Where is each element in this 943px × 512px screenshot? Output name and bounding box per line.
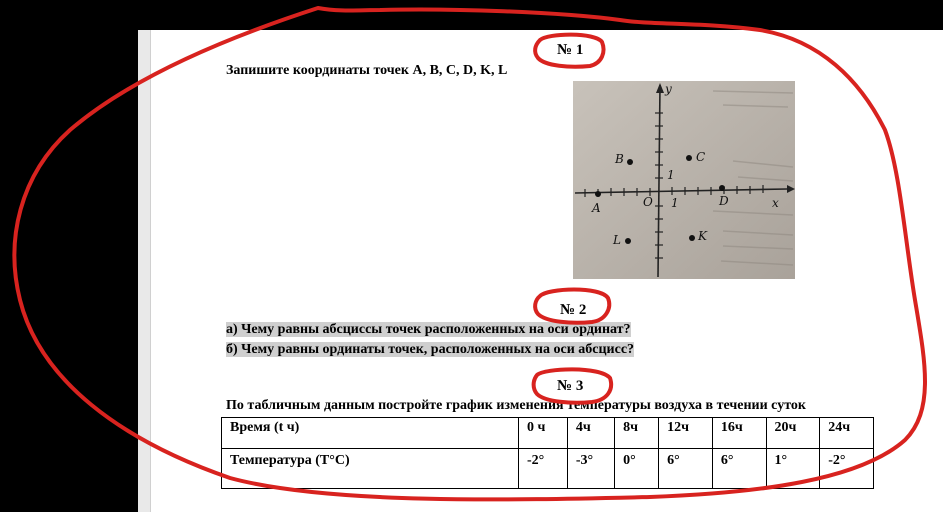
temp-cell: -2°: [519, 449, 568, 489]
point-b: [627, 159, 633, 165]
temp-cell: -2°: [820, 449, 874, 489]
temp-cell: 6°: [712, 449, 766, 489]
task3-text: По табличным данным постройте график изменения температуры воздуха в течении суток: [226, 398, 806, 413]
label-a: A: [592, 201, 601, 215]
point-c: [686, 155, 692, 161]
label-unit-y: 1: [667, 168, 675, 182]
coordinate-plane-photo: [573, 81, 795, 279]
temp-cell: 1°: [766, 449, 820, 489]
temp-cell: 0°: [615, 449, 659, 489]
point-l: [625, 238, 631, 244]
time-cell: 20ч: [766, 418, 820, 449]
table-row: [222, 449, 874, 489]
task2-line-b: [226, 342, 634, 358]
page-margin: [138, 30, 151, 512]
task2-line-a: [226, 322, 631, 338]
point-a: [595, 191, 601, 197]
label-axis-x: x: [772, 196, 779, 210]
task2-line-b-text: б) Чему равны ординаты точек, расположенных на оси абсцисс?: [226, 342, 635, 357]
label-k: K: [698, 229, 707, 243]
task1-text: Запишите координаты точек A, B, C, D, K, L: [226, 63, 508, 78]
label-origin: O: [643, 195, 653, 209]
time-cell: 12ч: [659, 418, 713, 449]
point-k: [689, 235, 695, 241]
task2-line-a-text: а) Чему равны абсциссы точек расположенных на оси ординат?: [226, 322, 631, 337]
label-d: D: [719, 194, 729, 208]
row-label-temperature: Температура (T°C): [222, 449, 519, 489]
time-cell: 8ч: [615, 418, 659, 449]
label-unit-x: 1: [671, 196, 679, 210]
label-b: B: [615, 152, 624, 166]
point-d: [719, 185, 725, 191]
row-label-time: Время (t ч): [222, 418, 519, 449]
task1-number: № 1: [557, 42, 584, 58]
temperature-table: [221, 417, 874, 489]
task2-number: № 2: [560, 302, 587, 318]
task3-number: № 3: [557, 378, 584, 394]
table-row: [222, 418, 874, 449]
label-l: L: [613, 233, 621, 247]
time-cell: 0 ч: [519, 418, 568, 449]
temp-cell: 6°: [659, 449, 713, 489]
label-c: C: [696, 150, 706, 164]
time-cell: 24ч: [820, 418, 874, 449]
temp-cell: -3°: [567, 449, 614, 489]
time-cell: 4ч: [567, 418, 614, 449]
coordinate-plane: [573, 81, 795, 279]
label-axis-y: y: [665, 82, 672, 96]
time-cell: 16ч: [712, 418, 766, 449]
